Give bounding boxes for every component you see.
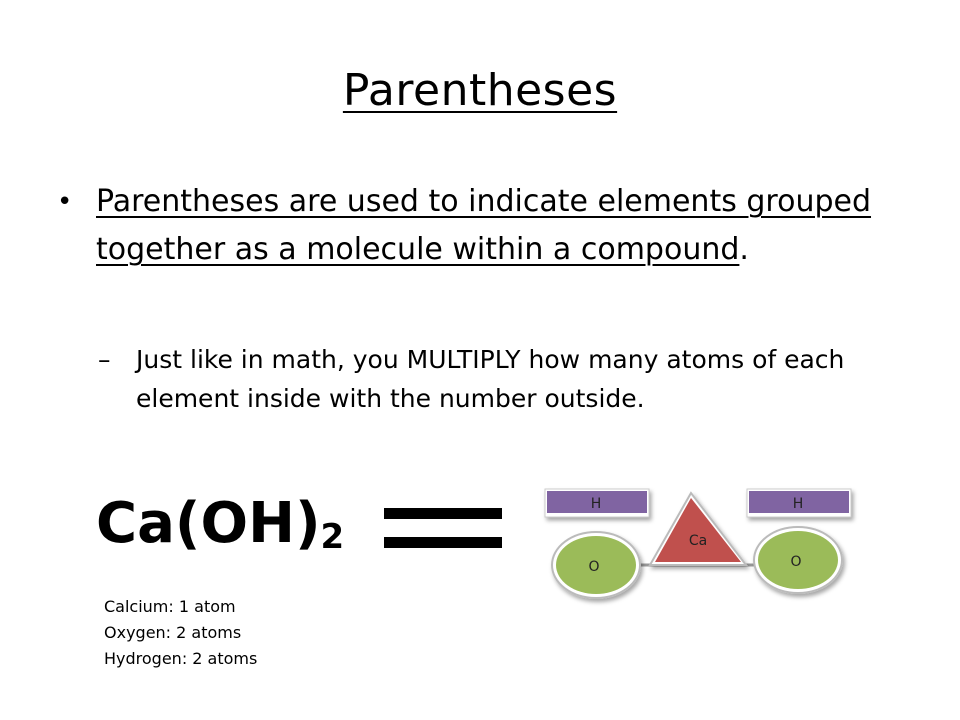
atom-counts bbox=[104, 594, 257, 672]
formula-main: Ca(OH) bbox=[96, 491, 321, 556]
slide-title bbox=[0, 62, 960, 120]
main-bullet-tail: . bbox=[739, 232, 749, 267]
equals-top-bar bbox=[384, 508, 502, 519]
sub-bullet bbox=[98, 340, 898, 418]
sub-bullet-text: Just like in math, you MULTIPLY how many atoms of each element inside with the number outside. bbox=[136, 345, 845, 413]
molecule-diagram bbox=[540, 485, 870, 615]
equals-bottom-bar bbox=[384, 537, 502, 548]
count-oxygen: Oxygen: 2 atoms bbox=[104, 623, 242, 642]
right-hydrogen bbox=[747, 489, 851, 517]
slide-title-text: Parentheses bbox=[342, 65, 618, 116]
left-oxygen-label: O bbox=[588, 559, 600, 575]
count-hydrogen: Hydrogen: 2 atoms bbox=[104, 649, 258, 668]
chemical-formula bbox=[96, 484, 344, 577]
right-oxygen-label: O bbox=[790, 554, 802, 570]
equals-sign-icon bbox=[384, 504, 502, 550]
molecule-svg bbox=[540, 485, 870, 615]
bullet-dot-icon: • bbox=[57, 187, 73, 217]
main-bullet bbox=[57, 178, 877, 274]
calcium-atom bbox=[650, 493, 746, 565]
main-bullet-underlined: Parentheses are used to indicate elements grouped together as a molecule within a compound bbox=[96, 184, 872, 267]
formula-subscript: 2 bbox=[320, 517, 345, 557]
right-oxygen bbox=[754, 527, 842, 593]
left-hydrogen-label: H bbox=[590, 496, 602, 512]
left-hydrogen bbox=[545, 489, 649, 517]
left-oxygen bbox=[552, 532, 640, 598]
calcium-label: Ca bbox=[688, 533, 708, 549]
sub-bullet-dash: – bbox=[98, 345, 111, 374]
count-calcium: Calcium: 1 atom bbox=[104, 597, 236, 616]
main-bullet-text bbox=[96, 178, 877, 274]
right-hydrogen-label: H bbox=[792, 496, 804, 512]
